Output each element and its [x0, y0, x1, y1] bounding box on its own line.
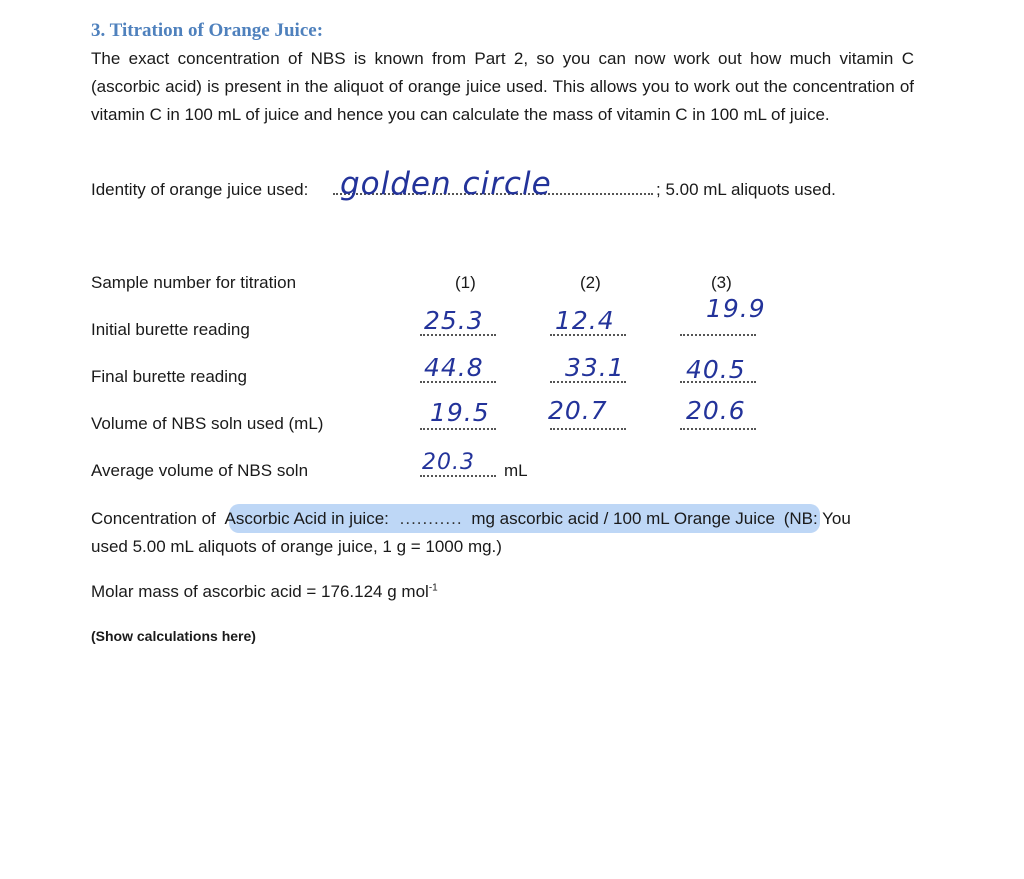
- final-reading-3: 40.5: [686, 355, 746, 384]
- concentration-prefix: Concentration of: [91, 509, 216, 528]
- dotline: [420, 428, 496, 430]
- volume-used-3: 20.6: [686, 396, 746, 425]
- concentration-note: (NB: You: [783, 509, 851, 528]
- col-header-1: (1): [455, 273, 476, 292]
- aliquots-text: ; 5.00 mL aliquots used.: [656, 180, 836, 199]
- initial-reading-3: 19.9: [706, 294, 766, 323]
- initial-reading-1: 25.3: [424, 306, 484, 335]
- final-reading-2: 33.1: [565, 353, 625, 382]
- section-heading: 3. Titration of Orange Juice:: [91, 20, 324, 41]
- concentration-dots: ...........: [399, 509, 463, 528]
- average-volume-unit: mL: [504, 461, 528, 480]
- volume-used-1: 19.5: [430, 398, 490, 427]
- final-reading-1: 44.8: [424, 353, 484, 382]
- identity-label: Identity of orange juice used:: [91, 180, 309, 199]
- identity-handwritten: golden circle: [340, 166, 552, 202]
- row-label-sample: Sample number for titration: [91, 273, 297, 292]
- dotline: [680, 334, 756, 336]
- concentration-highlighted: Ascorbic Acid in juice:: [224, 509, 389, 528]
- concentration-line: [91, 509, 851, 529]
- dotline: [680, 428, 756, 430]
- molar-mass-text: Molar mass of ascorbic acid = 176.124 g mol: [91, 582, 429, 601]
- row-label-volume: Volume of NBS soln used (mL): [91, 414, 324, 433]
- concentration-units: mg ascorbic acid / 100 mL Orange Juice: [471, 509, 775, 528]
- volume-used-2: 20.7: [548, 396, 608, 425]
- row-label-average: Average volume of NBS soln: [91, 461, 309, 480]
- dotline: [420, 475, 496, 477]
- row-label-final: Final burette reading: [91, 367, 247, 386]
- instructions-paragraph: The exact concentration of NBS is known from Part 2, so you can now work out how much vitamin C (ascorbic acid) is present in the aliquot of orange juice used. This allows you to work out the concentration of vitamin C in 100 mL of juice and hence you can calculate the mass of vitamin C in 100 mL of juice.: [91, 49, 914, 124]
- show-calculations-label: (Show calculations here): [91, 628, 256, 644]
- row-label-initial: Initial burette reading: [91, 320, 250, 339]
- col-header-3: (3): [711, 273, 732, 292]
- molar-mass-line: [91, 582, 438, 602]
- concentration-line-2: used 5.00 mL aliquots of orange juice, 1 g = 1000 mg.): [91, 537, 502, 556]
- initial-reading-2: 12.4: [555, 306, 615, 335]
- average-volume-value: 20.3: [422, 450, 475, 475]
- dotline: [550, 428, 626, 430]
- col-header-2: (2): [580, 273, 601, 292]
- molar-mass-exponent: -1: [428, 582, 438, 594]
